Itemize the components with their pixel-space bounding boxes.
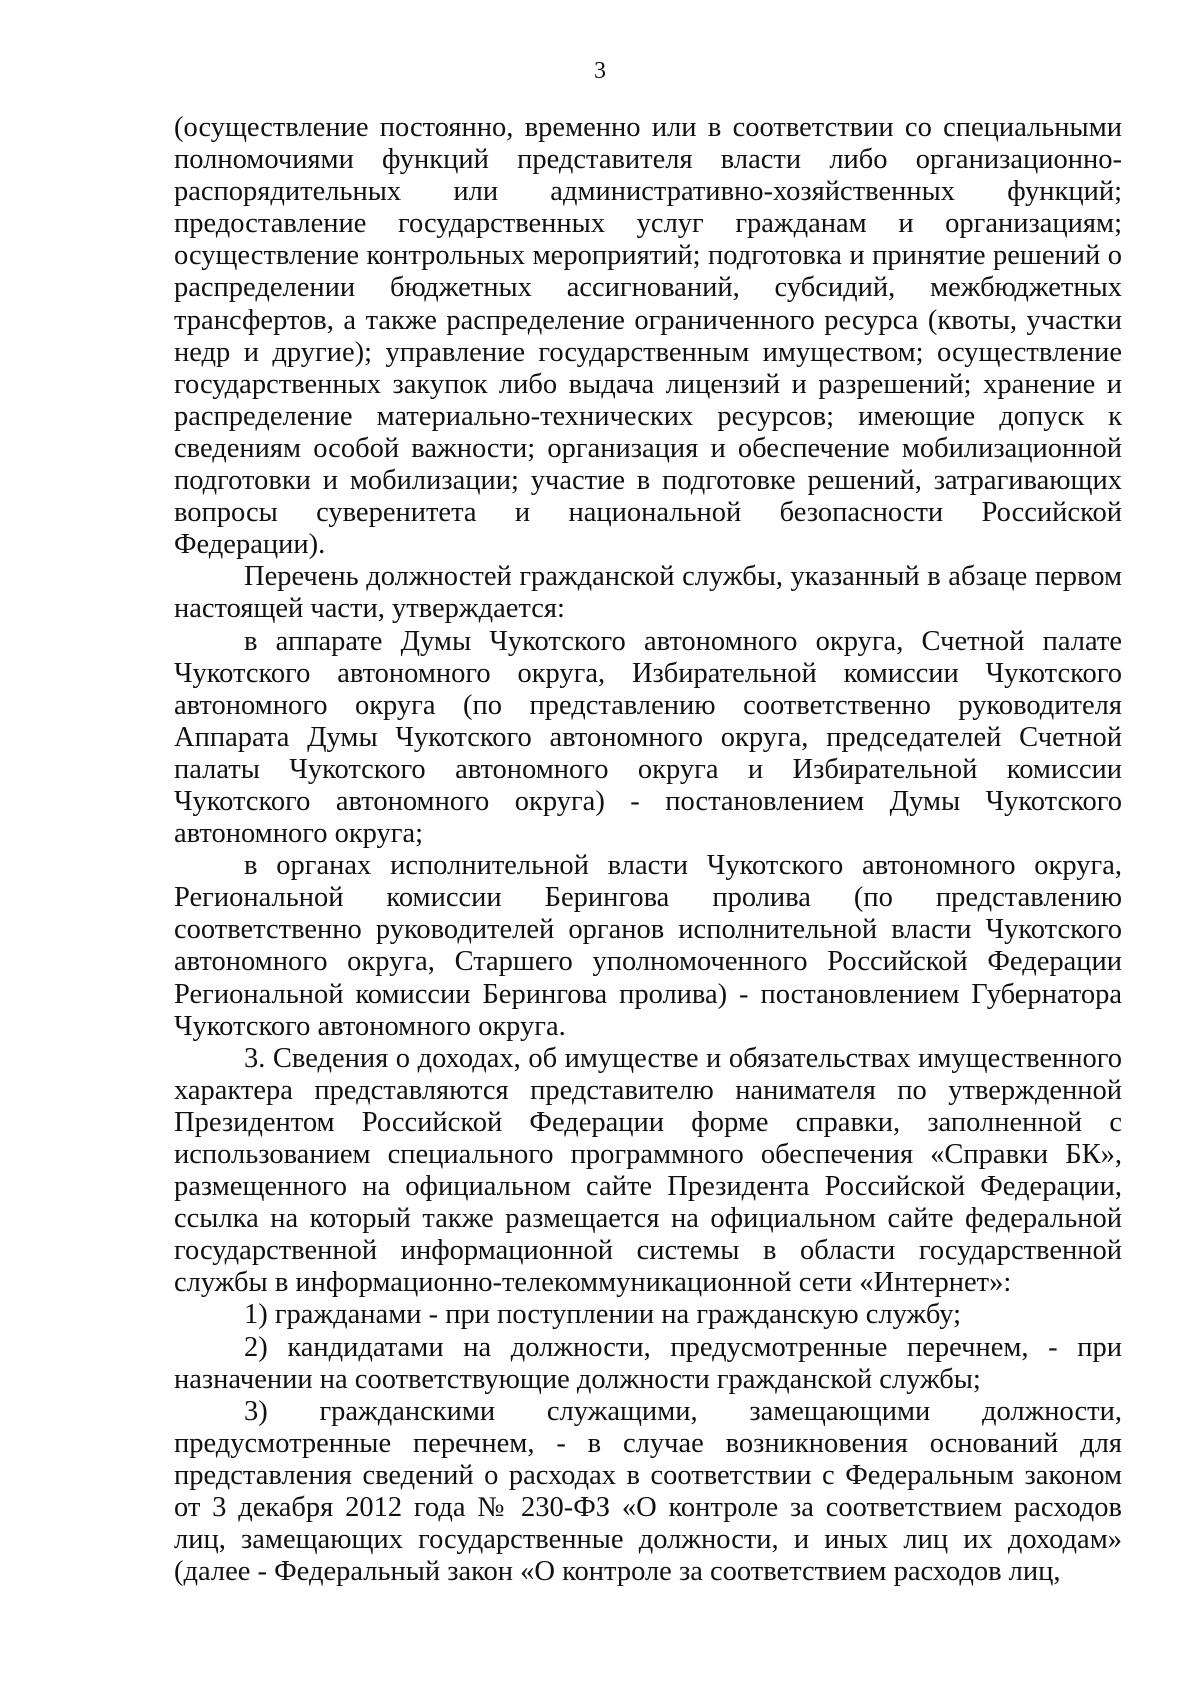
document-body: [174, 112, 1122, 1588]
paragraph-list-approval: Перечень должностей гражданской службы, указанный в абзаце первом настоящей части, утверждается:: [174, 561, 1122, 625]
paragraph-duties-list: (осуществление постоянно, временно или в соответствии со специальными полномочиями функций представителя власти либо организационно-распорядительных или административно-хозяйственных функций; предоставление государственных услуг гражданам и организациям; осуществление контрольных мероприятий; подготовка и принятие решений о распределении бюджетных ассигнований, субсидий, межбюджетных трансфертов, а также распределение ограниченного ресурса (квоты, участки недр и другие); управление государственным имуществом; осуществление государственных закупок либо выдача лицензий и разрешений; хранение и распределение материально-технических ресурсов; имеющие допуск к сведениям особой важности; организация и обеспечение мобилизационной подготовки и мобилизации; участие в подготовке решений, затрагивающих вопросы суверенитета и национальной безопасности Российской Федерации).: [174, 112, 1122, 561]
list-item-3: 3) гражданскими служащими, замещающими должности, предусмотренные перечнем, - в случае возникновения оснований для представления сведений о расходах в соответствии с Федеральным законом от 3 декабря 2012 года № 230-ФЗ «О контроле за соответствием расходов лиц, замещающих государственные должности, и иных лиц их доходам» (далее - Федеральный закон «О контроле за соответствием расходов лиц,: [174, 1395, 1122, 1588]
list-item-1: 1) гражданами - при поступлении на гражданскую службу;: [244, 1299, 962, 1331]
paragraph-section-3: 3. Сведения о доходах, об имуществе и обязательствах имущественного характера представляются представителю нанимателя по утвержденной Президентом Российской Федерации форме справки, заполненной с использованием специального программного обеспечения «Справки БК», размещенного на официальном сайте Президента Российской Федерации, ссылка на который также размещается на официальном сайте федеральной государственной информационной системы в области государственной службы в информационно-телекоммуникационной сети «Интернет»:: [174, 1042, 1122, 1299]
list-item-2: 2) кандидатами на должности, предусмотренные перечнем, - при назначении на соответствующие должности гражданской службы;: [174, 1331, 1122, 1395]
paragraph-executive-bodies: в органах исполнительной власти Чукотского автономного округа, Региональной комиссии Берингова пролива (по представлению соответственно руководителей органов исполнительной власти Чукотского автономного округа, Старшего уполномоченного Российской Федерации Региональной комиссии Берингова пролива) - постановлением Губернатора Чукотского автономного округа.: [174, 850, 1122, 1042]
paragraph-duma-apparatus: в аппарате Думы Чукотского автономного округа, Счетной палате Чукотского автономного округа, Избирательной комиссии Чукотского автономного округа (по представлению соответственно руководителя Аппарата Думы Чукотского автономного округа, председателей Счетной палаты Чукотского автономного округа и Избирательной комиссии Чукотского автономного округа) - постановлением Думы Чукотского автономного округа;: [174, 625, 1122, 850]
page-number: 3: [594, 58, 606, 84]
